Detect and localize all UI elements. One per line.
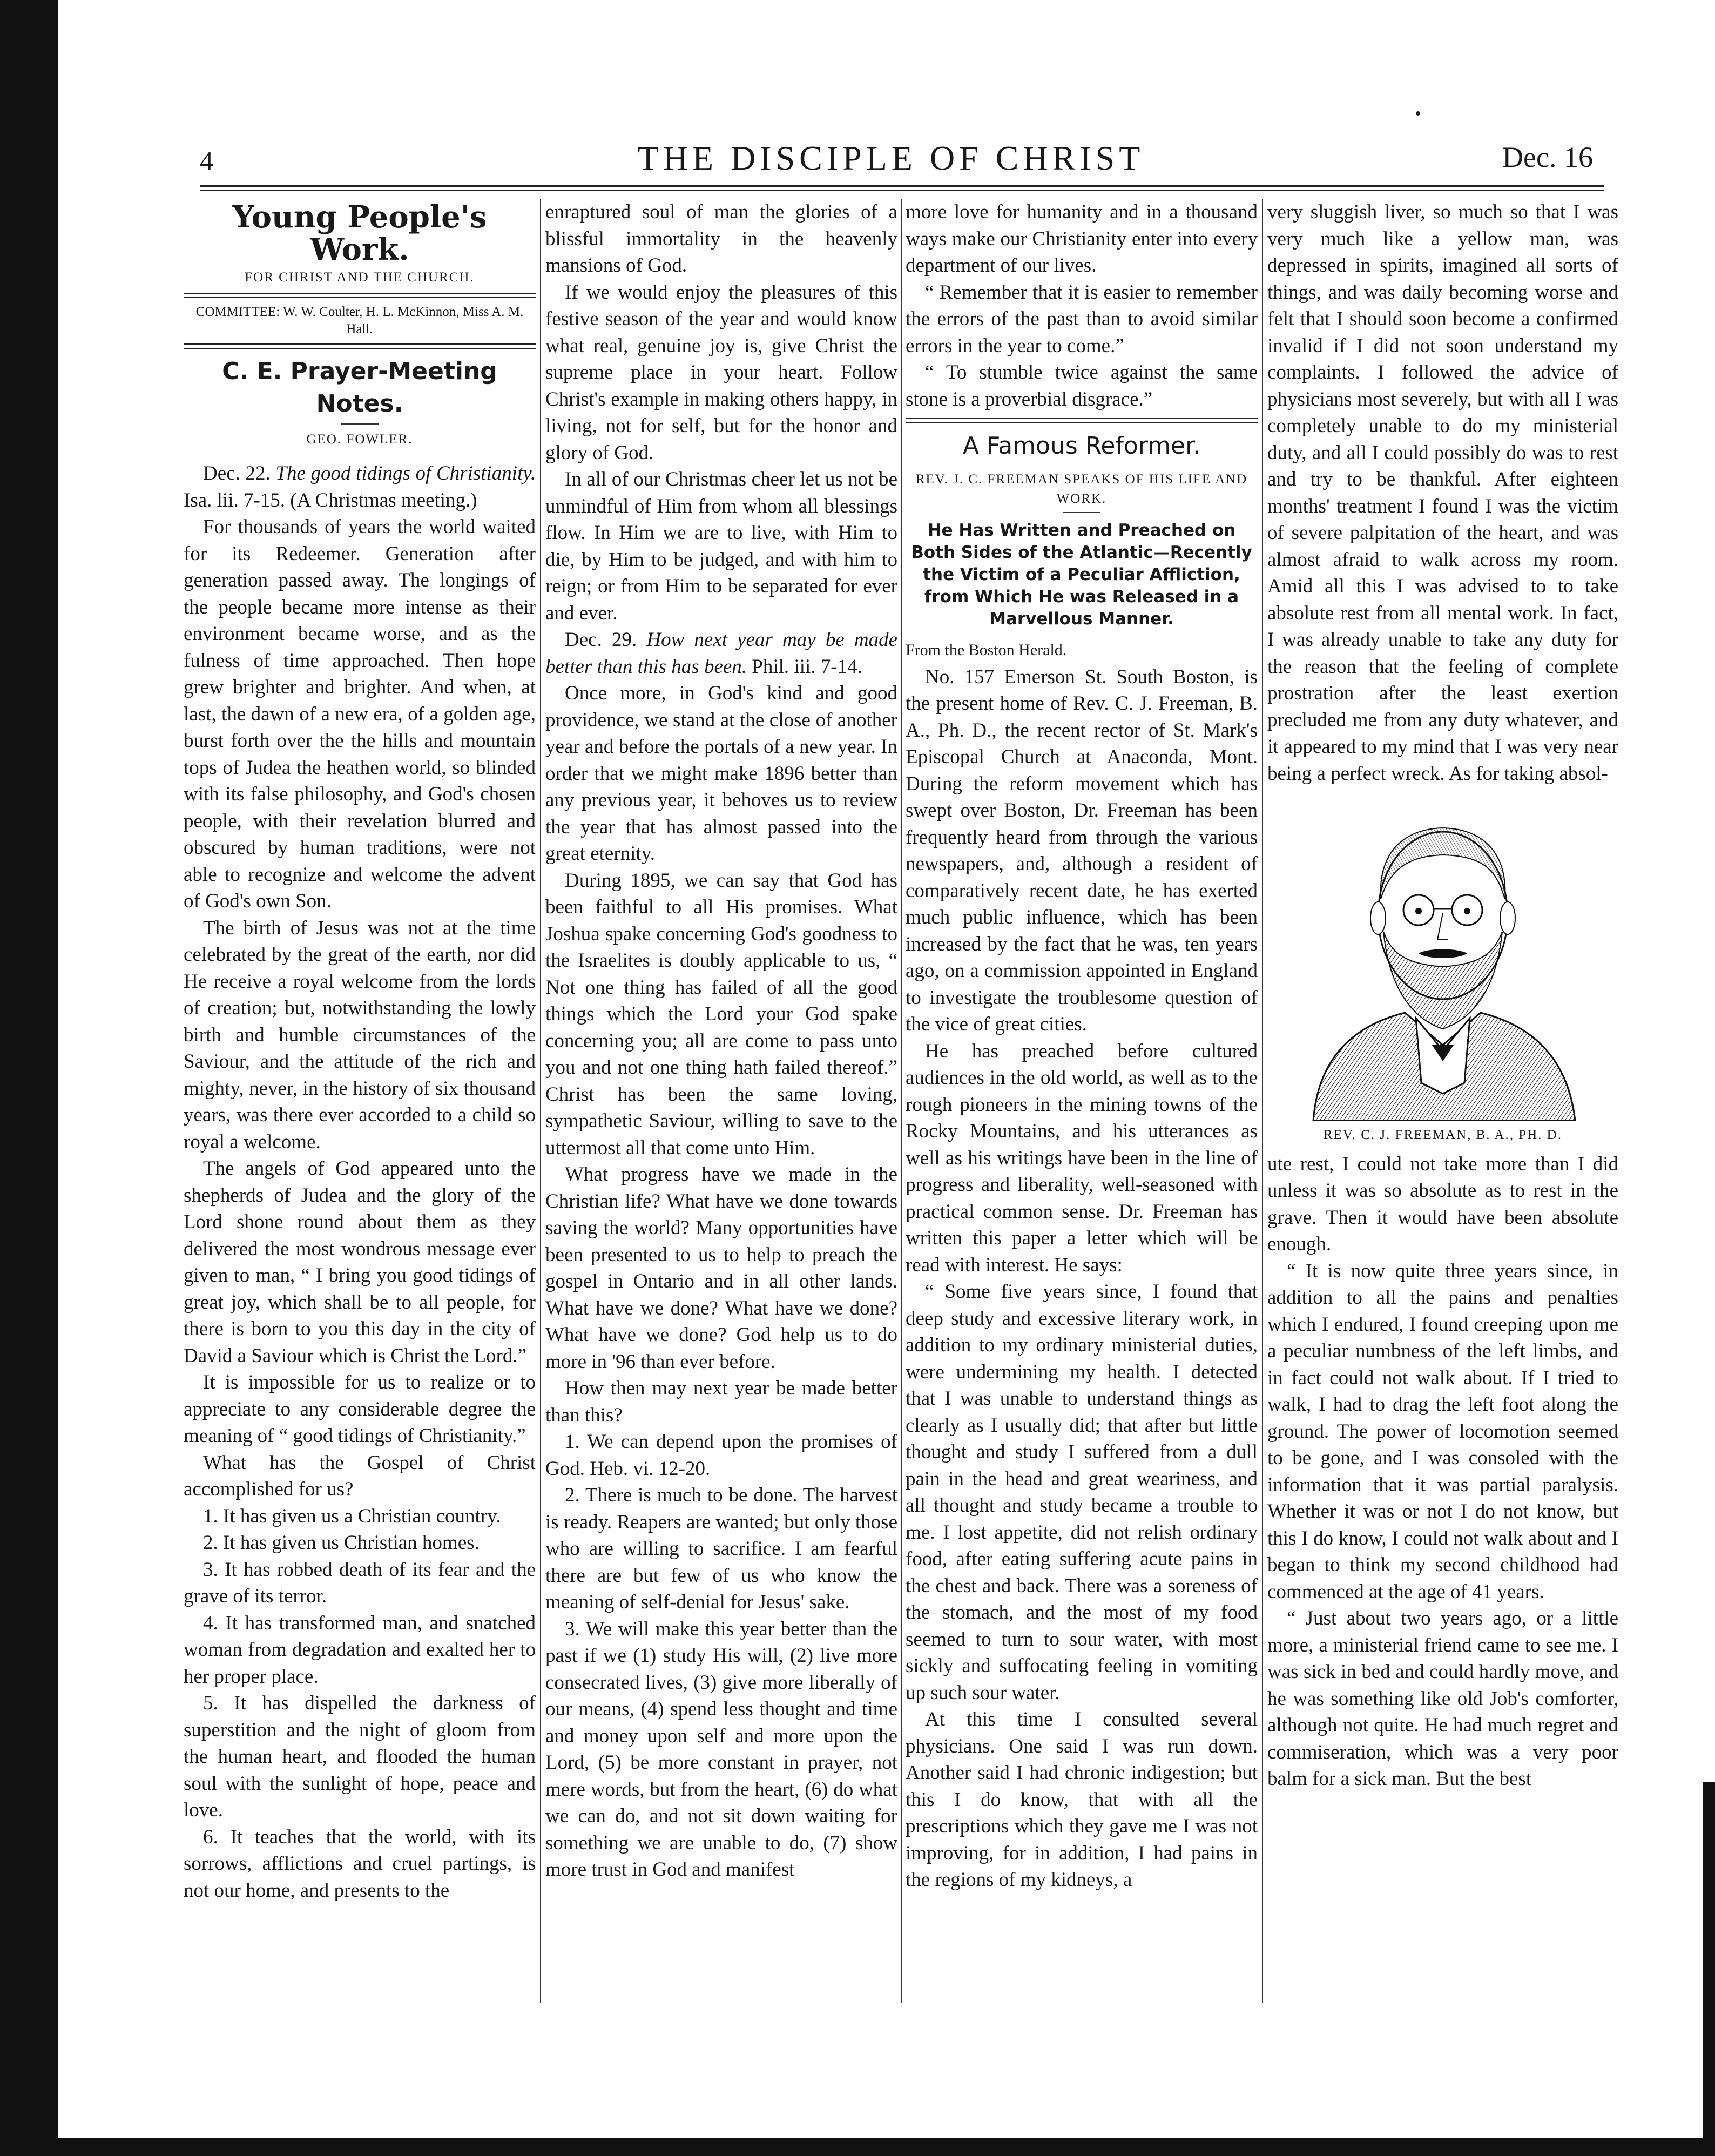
paragraph: At this time I consulted several physicians. One said I was run down. Another said I had chronic indigestion; but this I do know, that with all the prescriptions which they gave me I was not improving, for in addition, I had pains in the regions of my kidneys, a — [906, 1708, 1258, 1891]
paragraph: very sluggish liver, so much so that I was very much like a yellow man, was depressed in spirits, imagined all sorts of things, and was daily becoming worse and felt that I should soon become a confirmed invalid if I did not soon understand my complaints. I followed the advice of physicians most severely, but with all I was completely unable to do my ministerial duty, and all I could possibly do was to rest and try to be thankful. After eighteen months' treatment I found I was the victim of severe palpitation of the heart, and was almost afraid to walk across my room. Amid all this I was advised to to take absolute rest from all mental work. In fact, I was already unable to take any duty for the reason that the feeling of complete prostration after the least exertion precluded me from any duty whatever, and it appeared to my mind that I was very near being a perfect wreck. As for taking absol- — [1267, 201, 1618, 785]
paragraph — [545, 626, 897, 680]
paragraph: During 1895, we can say that God has been faithful to all His promises. What Joshua spake concerning God's goodness to the Israelites is doubly applicable to us, “ Not one thing has failed of all the good things which the Lord your God spake concerning you; all are come to pass unto you and not one thing hath failed thereof.” Christ has been the same loving, sympathetic Saviour, willing to save to the uttermost all that come unto Him. — [545, 869, 897, 1159]
list-item: 4. It has transformed man, and snatched woman from degradation and exalted her to her proper place. — [184, 1612, 536, 1688]
rule — [1063, 512, 1100, 513]
paragraph: “ Remember that it is easier to remember the errors of the past than to avoid similar errors in the year to come.” — [906, 281, 1258, 357]
header-rule — [200, 185, 1604, 191]
list-item: 3. It has robbed death of its fear and the grave of its terror. — [184, 1558, 536, 1607]
column-3 — [906, 199, 1258, 2003]
meeting-date: Dec. 29. — [565, 629, 637, 651]
portrait-caption: REV. C. J. FREEMAN, B. A., PH. D. — [1323, 1128, 1562, 1142]
paragraph: The angels of God appeared unto the shepherds of Judea and the glory of the Lord shone round about them as they delivered the most wondrous message ever given to man, “ I bring you good tidings of great joy, which shall be to all people, for there is born to you this day in the city of David a Saviour which is Christ the Lord.” — [184, 1157, 536, 1367]
meeting-date: Dec. 22. — [203, 462, 271, 484]
rule — [341, 423, 379, 425]
paragraph: It is impossible for us to realize or to appreciate to any considerable degree the meaning of “ good tidings of Christianity.” — [184, 1371, 536, 1447]
notes-title: C. E. Prayer-Meeting Notes. — [222, 358, 497, 417]
list-item: 1. It has given us a Christian country. — [203, 1505, 501, 1527]
paragraph: For thousands of years the world waited for its Redeemer. Generation after generation passed away. The longings of the people became more intense as their environment became worse, and as the fulness of time approached. Then hope grew brighter and brighter. And when, at last, the dawn of a new era, of a golden age, burst forth over the the hills and mountain tops of Judea the heathen world, so blinded with its false philosophy, and God's chosen people, with their revelation blurred and obscured by human traditions, were not able to recognize and welcome the advent of God's own Son. — [184, 516, 536, 912]
list-item: 2. There is much to be done. The harvest is ready. Reapers are wanted; but only those who are willing to sacrifice. I am fearful there are but few of us who know the meaning of self-denial for Jesus' sake. — [545, 1484, 897, 1613]
author-byline: GEO. FOWLER. — [306, 432, 413, 447]
list-item: 1. We can depend upon the promises of God. Heb. vi. 12-20. — [545, 1431, 897, 1480]
article-deck: He Has Written and Preached on Both Sides of the Atlantic—Recently the Victim of a Peculiar Affliction, from Which He was Released in a Marvellous Manner. — [911, 521, 1252, 629]
article-subtitle: REV. J. C. FREEMAN SPEAKS OF HIS LIFE AND WORK. — [915, 472, 1248, 506]
paragraph: If we would enjoy the pleasures of this festive season of the year and would know what real, genuine joy is, give Christ the supreme place in your heart. Follow Christ's example in making others happy, in living, not for self, but for the honor and glory of God. — [545, 281, 897, 464]
page-number: 4 — [200, 145, 213, 176]
paragraph: enraptured soul of man the glories of a blissful immortality in the heavenly mansions of God. — [545, 201, 897, 277]
paragraph: In all of our Christmas cheer let us not be unmindful of Him from whom all blessings flow. In Him we are to live, with Him to die, by Him to be judged, and with him to reign; or from Him to be separated for ever and ever. — [545, 468, 897, 624]
column-rule — [540, 199, 541, 2003]
article-title: A Famous Reformer. — [962, 432, 1201, 460]
article-source: From the Boston Herald. — [906, 641, 1067, 659]
column-2 — [545, 199, 897, 2003]
column-4 — [1267, 199, 1618, 2003]
paragraph: Once more, in God's kind and good providence, we stand at the close of another year and before the portals of a new year. In order that we might make 1896 better than any previous year, it behoves us to review the year that has almost passed into the great eternity. — [545, 682, 897, 865]
issue-date: Dec. 16 — [1502, 141, 1593, 173]
paragraph: No. 157 Emerson St. South Boston, is the present home of Rev. C. J. Freeman, B. A., Ph. D., the recent rector of St. Mark's Episcopal Church at Anaconda, Mont. During the reform movement which has swept over Boston, Dr. Freeman has been frequently heard from through the various newspapers, and, although a resident of comparatively recent date, he has exerted much public influence, which has been increased by the fact that he was, ten years ago, on a commission appointed in England to investigate the troublesome question of the vice of great cities. — [906, 665, 1258, 1035]
rule — [906, 418, 1258, 423]
meeting-topic: The good tidings of Christianity. — [275, 462, 536, 484]
section-title: Young People's Work. — [232, 199, 487, 267]
paragraph — [184, 460, 536, 514]
scan-border-left — [0, 0, 58, 2156]
paragraph: ute rest, I could not take more than I did unless it was so absolute as to rest in the grave. Then it would have been absolute enough. — [1267, 1153, 1618, 1255]
committee-line: COMMITTEE: W. W. Coulter, H. L. McKinnon, Miss A. M. Hall. — [195, 305, 524, 336]
column-rule — [1262, 199, 1263, 2003]
scan-speck — [1416, 111, 1420, 116]
paragraph: What has the Gospel of Christ accomplished for us? — [184, 1451, 536, 1500]
column-1 — [184, 199, 536, 2003]
paragraph: “ To stumble twice against the same stone is a proverbial disgrace.” — [906, 361, 1258, 410]
paragraph: What progress have we made in the Christian life? What have we done towards saving the world? Many opportunities have been presented to us to help to preach the gospel in Ontario and in all other lands. What have we done? What have we done? What have we done? God help us to do more in '96 than ever before. — [545, 1163, 897, 1373]
paragraph: more love for humanity and in a thousand ways make our Christianity enter into every department of our lives. — [906, 201, 1258, 277]
scan-border-right — [1703, 1782, 1715, 2156]
list-item: 6. It teaches that the world, with its sorrows, afflictions and cruel partings, is not our home, and presents to the — [184, 1825, 536, 1902]
paragraph: “ Just about two years ago, or a little more, a ministerial friend came to see me. I was sick in bed and could hardly move, and he was something like old Job's comforter, although not quite. He had much regret and commiseration, which was a very poor balm for a sick man. But the best — [1267, 1607, 1618, 1790]
rule — [184, 343, 536, 349]
paragraph: He has preached before cultured audiences in the old world, as well as to the rough pioneers in the mining towns of the Rocky Mountains, and his utterances as well as his writings have been in the line of progress and liberality, well-seasoned with practical common sense. Dr. Freeman has written this paper a letter which will be read with interest. He says: — [906, 1040, 1258, 1276]
list-item: 5. It has dispelled the darkness of superstition and the night of gloom from the human heart, and flooded the human soul with the sunlight of hope, peace and love. — [184, 1692, 536, 1821]
page-header — [184, 134, 1598, 183]
section-subtitle: FOR CHRIST AND THE CHURCH. — [245, 270, 475, 285]
paragraph: “ It is now quite three years since, in addition to all the pains and penalties which I endured, I found creeping upon me a peculiar numbness of the left limbs, and in fact could not walk about. If I tried to walk, I had to drag the left foot along the ground. The power of locomotion seemed to be gone, and I was consoled with the information that it was partial paralysis. Whether it was or not I do not know, but this I do know, I could not walk about and I began to think my second childhood had commenced at the age of 41 years. — [1267, 1259, 1618, 1603]
paragraph: “ Some five years since, I found that deep study and excessive literary work, in addition to my ordinary ministerial duties, were undermining my health. I detected that I was unable to understand things as clearly as I usually did; that after but little thought and study I suffered from a dull pain in the head and great weariness, and all thought and study became a trouble to me. I lost appetite, did not relish ordinary food, after eating suffering acute pains in the chest and back. There was a soreness of the stomach, and the most of my food seemed to turn to sour water, with most sickly and suffocating feeling in vomiting up such sour water. — [906, 1281, 1258, 1704]
paragraph: The birth of Jesus was not at the time celebrated by the great of the earth, nor did He receive a royal welcome from the lords of creation; but, notwithstanding the lowly birth and humble circumstances of the Saviour, and the attitude of the rich and mighty, never, in the history of six thousand years, was there ever accorded to a child so royal a welcome. — [184, 917, 536, 1153]
meeting-topic: How next year may be made better than this has been. — [545, 629, 897, 678]
newspaper-title: THE DISCIPLE OF CHRIST — [637, 139, 1145, 177]
scripture-reference: Phil. iii. 7-14. — [752, 655, 862, 678]
scripture-reference: Isa. lii. 7-15. (A Christmas meeting.) — [184, 489, 477, 511]
rule — [184, 293, 536, 298]
portrait-illustration — [1281, 791, 1605, 1121]
column-rule — [901, 199, 902, 2003]
list-item: 3. We will make this year better than the past if we (1) study His will, (2) live more consecrated lives, (3) give more liberally of our means, (4) spend less thought and time and money upon self and more upon the Lord, (5) be more constant in prayer, not mere words, but from the heart, (6) do what we can do, and not sit down waiting for something we are unable to do, (7) show more trust in God and manifest — [545, 1618, 897, 1881]
scan-border-bottom — [58, 2138, 1715, 2156]
paragraph: How then may next year be made better than this? — [545, 1377, 897, 1426]
list-item: 2. It has given us Christian homes. — [203, 1532, 480, 1554]
